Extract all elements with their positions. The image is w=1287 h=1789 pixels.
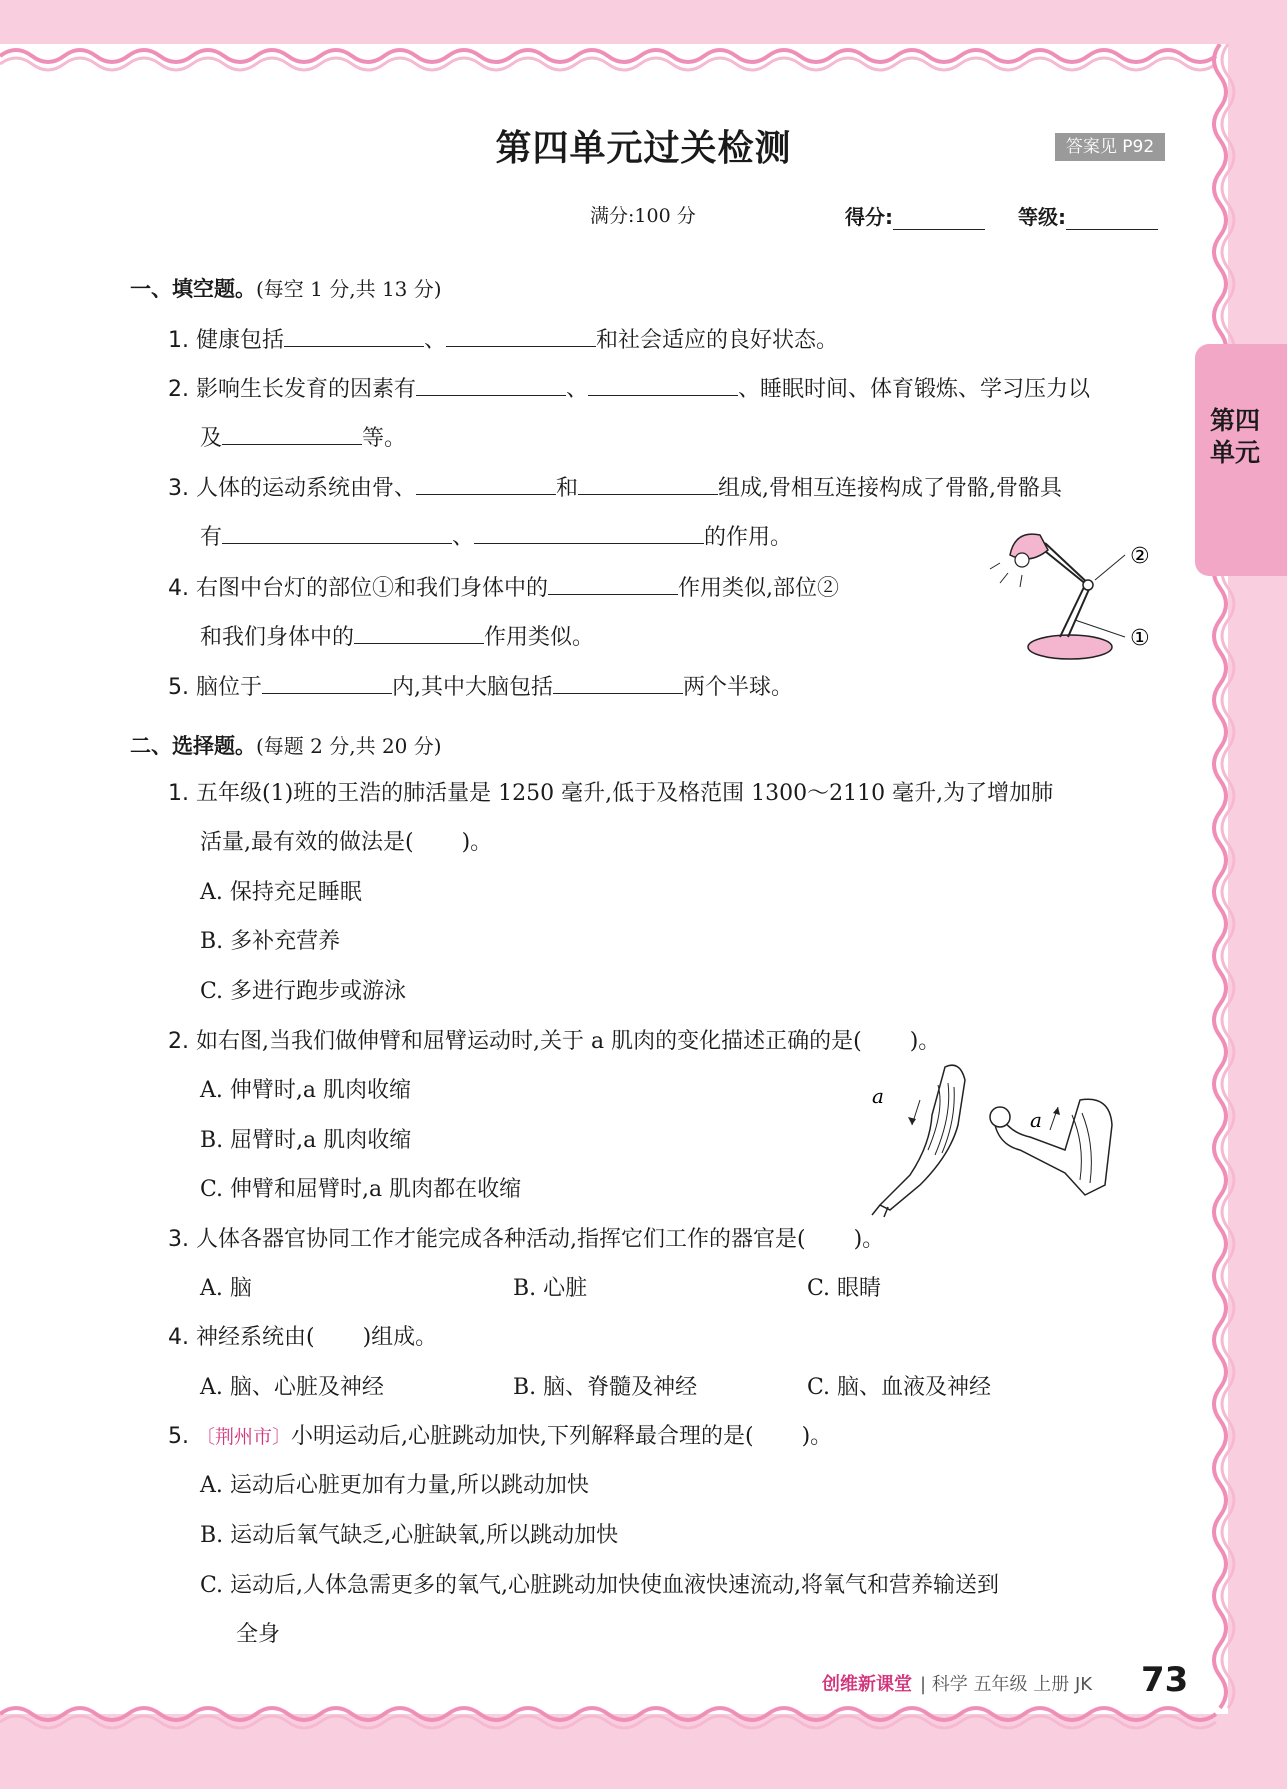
s2-q3-option-b[interactable]: B. 心脏 <box>513 1276 588 1301</box>
score-blank[interactable] <box>893 207 985 230</box>
s1-q4-blank1[interactable] <box>548 570 678 595</box>
s2-q1-text-c: )。 <box>461 830 493 855</box>
section1-note: (每空 1 分,共 13 分) <box>256 277 442 301</box>
s1-q5-num: 5. <box>168 675 189 700</box>
grade-label: 等级: <box>1018 205 1066 229</box>
s1-q5-text-c: 两个半球。 <box>683 675 794 700</box>
s2-q5 <box>168 1422 832 1452</box>
s2-q5-text-b: )。 <box>801 1424 833 1449</box>
full-score-text: 满分:100 分 <box>590 205 696 227</box>
s2-q5-num: 5. <box>168 1424 189 1449</box>
s1-q2-text-c: 、睡眠时间、体育锻炼、学习压力以 <box>738 377 1091 402</box>
s1-q4 <box>168 570 839 604</box>
s2-q5-option-b[interactable]: B. 运动后氧气缺乏,心脏缺氧,所以跳动加快 <box>200 1523 619 1548</box>
section1-title: 一、填空题。 <box>130 277 256 301</box>
s1-q2-blank2[interactable] <box>588 371 738 396</box>
s1-q5-text-a: 脑位于 <box>196 675 263 700</box>
s1-q4-text-d: 作用类似。 <box>484 625 595 650</box>
arm-muscle-illustration <box>850 1055 1140 1220</box>
grade-field[interactable] <box>1018 201 1158 230</box>
s1-q1-text-c: 和社会适应的良好状态。 <box>596 328 839 353</box>
s2-q1-cont <box>200 828 492 858</box>
right-wave-border <box>1200 44 1240 1714</box>
section2-note: (每题 2 分,共 20 分) <box>256 734 442 758</box>
section2-title: 二、选择题。 <box>130 734 256 758</box>
s1-q1-blank2[interactable] <box>446 322 596 347</box>
s2-q2-text-a: 如右图,当我们做伸臂和屈臂运动时,关于 a 肌肉的变化描述正确的是( <box>196 1029 862 1054</box>
s2-q3-num: 3. <box>168 1227 189 1252</box>
s2-q3-text-a: 人体各器官协同工作才能完成各种活动,指挥它们工作的器官是( <box>196 1227 806 1252</box>
footer-book-info: | 科学 五年级 上册 JK <box>920 1674 1093 1695</box>
s1-q2-text-e: 等。 <box>362 426 407 451</box>
s2-q5-region-tag: 〔荆州市〕 <box>196 1426 292 1448</box>
lamp-label-2: ② <box>1130 544 1150 569</box>
s2-q2-num: 2. <box>168 1029 189 1054</box>
s2-q2-option-a[interactable]: A. 伸臂时,a 肌肉收缩 <box>200 1078 411 1103</box>
s2-q1-option-a[interactable]: A. 保持充足睡眠 <box>200 880 362 905</box>
top-wave-border <box>0 36 1287 76</box>
s1-q3-text-d: 有 <box>200 525 223 550</box>
s2-q1 <box>168 779 1053 809</box>
s2-q4 <box>168 1323 437 1353</box>
s1-q1-text-b: 、 <box>424 328 447 353</box>
s2-q5-option-c[interactable]: C. 运动后,人体急需更多的氧气,心脏跳动加快使血液快速流动,将氧气和营养输送到 <box>200 1573 1000 1598</box>
s2-q4-text-a: 神经系统由( <box>196 1325 315 1350</box>
s1-q5-blank1[interactable] <box>262 669 392 694</box>
s2-q3-option-a[interactable]: A. 脑 <box>200 1276 252 1301</box>
s1-q3 <box>168 470 1062 504</box>
s2-q1-text-a: 五年级(1)班的王浩的肺活量是 1250 毫升,低于及格范围 1300～2110 毫升,为了增加肺 <box>196 781 1054 806</box>
s2-q4-text-b: )组成。 <box>362 1325 438 1350</box>
s1-q3-text-c: 组成,骨相互连接构成了骨骼,骨骼具 <box>718 476 1063 501</box>
s1-q4-text-b: 作用类似,部位② <box>678 576 840 601</box>
footer-brand: 创维新课堂 <box>822 1674 912 1695</box>
s1-q3-blank1[interactable] <box>416 470 556 495</box>
s2-q1-num: 1. <box>168 781 189 806</box>
s1-q2-blank1[interactable] <box>416 371 566 396</box>
s1-q5-text-b: 内,其中大脑包括 <box>392 675 554 700</box>
s1-q4-blank2[interactable] <box>354 619 484 644</box>
unit-side-tab-line1: 第四 <box>1209 406 1260 435</box>
page-title: 第四单元过关检测 <box>495 128 792 169</box>
s1-q4-text-c: 和我们身体中的 <box>200 625 355 650</box>
s2-q1-option-b[interactable]: B. 多补充营养 <box>200 929 341 954</box>
s2-q3-option-c[interactable]: C. 眼睛 <box>807 1276 882 1301</box>
s1-q3-text-a: 人体的运动系统由骨、 <box>196 476 417 501</box>
section1-heading <box>130 273 442 303</box>
s1-q2-blank3[interactable] <box>222 420 362 445</box>
section2-heading <box>130 730 442 760</box>
s1-q2-text-a: 影响生长发育的因素有 <box>196 377 417 402</box>
score-label: 得分: <box>845 205 893 229</box>
s1-q3-blank3[interactable] <box>222 519 452 544</box>
s1-q2-text-d: 及 <box>200 426 223 451</box>
s1-q1 <box>168 322 838 356</box>
s1-q3-text-e: 、 <box>452 525 475 550</box>
s1-q3-text-b: 和 <box>556 476 579 501</box>
bottom-wave-border <box>0 1700 1287 1740</box>
s1-q2 <box>168 371 1090 405</box>
score-field[interactable] <box>845 201 985 230</box>
s1-q4-num: 4. <box>168 576 189 601</box>
s1-q2-num: 2. <box>168 377 189 402</box>
grade-blank[interactable] <box>1066 207 1158 230</box>
answer-reference-badge: 答案见 P92 <box>1055 133 1165 161</box>
desk-lamp-illustration <box>970 525 1170 665</box>
s1-q2-text-b: 、 <box>566 377 589 402</box>
s1-q1-text-a: 健康包括 <box>196 328 285 353</box>
s1-q3-num: 3. <box>168 476 189 501</box>
s2-q5-option-a[interactable]: A. 运动后心脏更加有力量,所以跳动加快 <box>200 1473 589 1498</box>
s2-q4-option-c[interactable]: C. 脑、血液及神经 <box>807 1375 992 1400</box>
s1-q4-text-a: 右图中台灯的部位①和我们身体中的 <box>196 576 549 601</box>
unit-side-tab-line2: 单元 <box>1209 438 1260 467</box>
s2-q1-text-b: 活量,最有效的做法是( <box>200 830 414 855</box>
s2-q2-option-c[interactable]: C. 伸臂和屈臂时,a 肌肉都在收缩 <box>200 1177 522 1202</box>
s1-q3-blank2[interactable] <box>578 470 718 495</box>
s1-q1-blank1[interactable] <box>284 322 424 347</box>
s2-q2 <box>168 1027 940 1057</box>
s1-q5-blank2[interactable] <box>553 669 683 694</box>
s2-q2-text-b: )。 <box>909 1029 941 1054</box>
s1-q5 <box>168 669 793 703</box>
unit-side-tab-label <box>1195 405 1275 469</box>
s1-q3-blank4[interactable] <box>474 519 704 544</box>
s2-q5-text-a: 小明运动后,心脏跳动加快,下列解释最合理的是( <box>291 1424 754 1449</box>
s1-q3-text-f: 的作用。 <box>704 525 793 550</box>
s2-q3 <box>168 1225 884 1255</box>
s1-q1-num: 1. <box>168 328 189 353</box>
arm-label-extended: a <box>872 1084 884 1108</box>
s2-q5-option-c-cont: 全身 <box>236 1622 281 1647</box>
s2-q1-option-c[interactable]: C. 多进行跑步或游泳 <box>200 979 407 1004</box>
s2-q2-option-b[interactable]: B. 屈臂时,a 肌肉收缩 <box>200 1128 412 1153</box>
page-number: 73 <box>1141 1660 1189 1700</box>
s2-q3-text-b: )。 <box>853 1227 885 1252</box>
s1-q2-cont <box>200 420 406 454</box>
lamp-label-1: ① <box>1130 626 1150 651</box>
s1-q3-cont <box>200 519 792 553</box>
s2-q4-option-b[interactable]: B. 脑、脊髓及神经 <box>513 1375 698 1400</box>
arm-label-flexed: a <box>1030 1108 1042 1132</box>
s2-q4-num: 4. <box>168 1325 189 1350</box>
s1-q4-cont <box>200 619 594 653</box>
s2-q4-option-a[interactable]: A. 脑、心脏及神经 <box>200 1375 384 1400</box>
